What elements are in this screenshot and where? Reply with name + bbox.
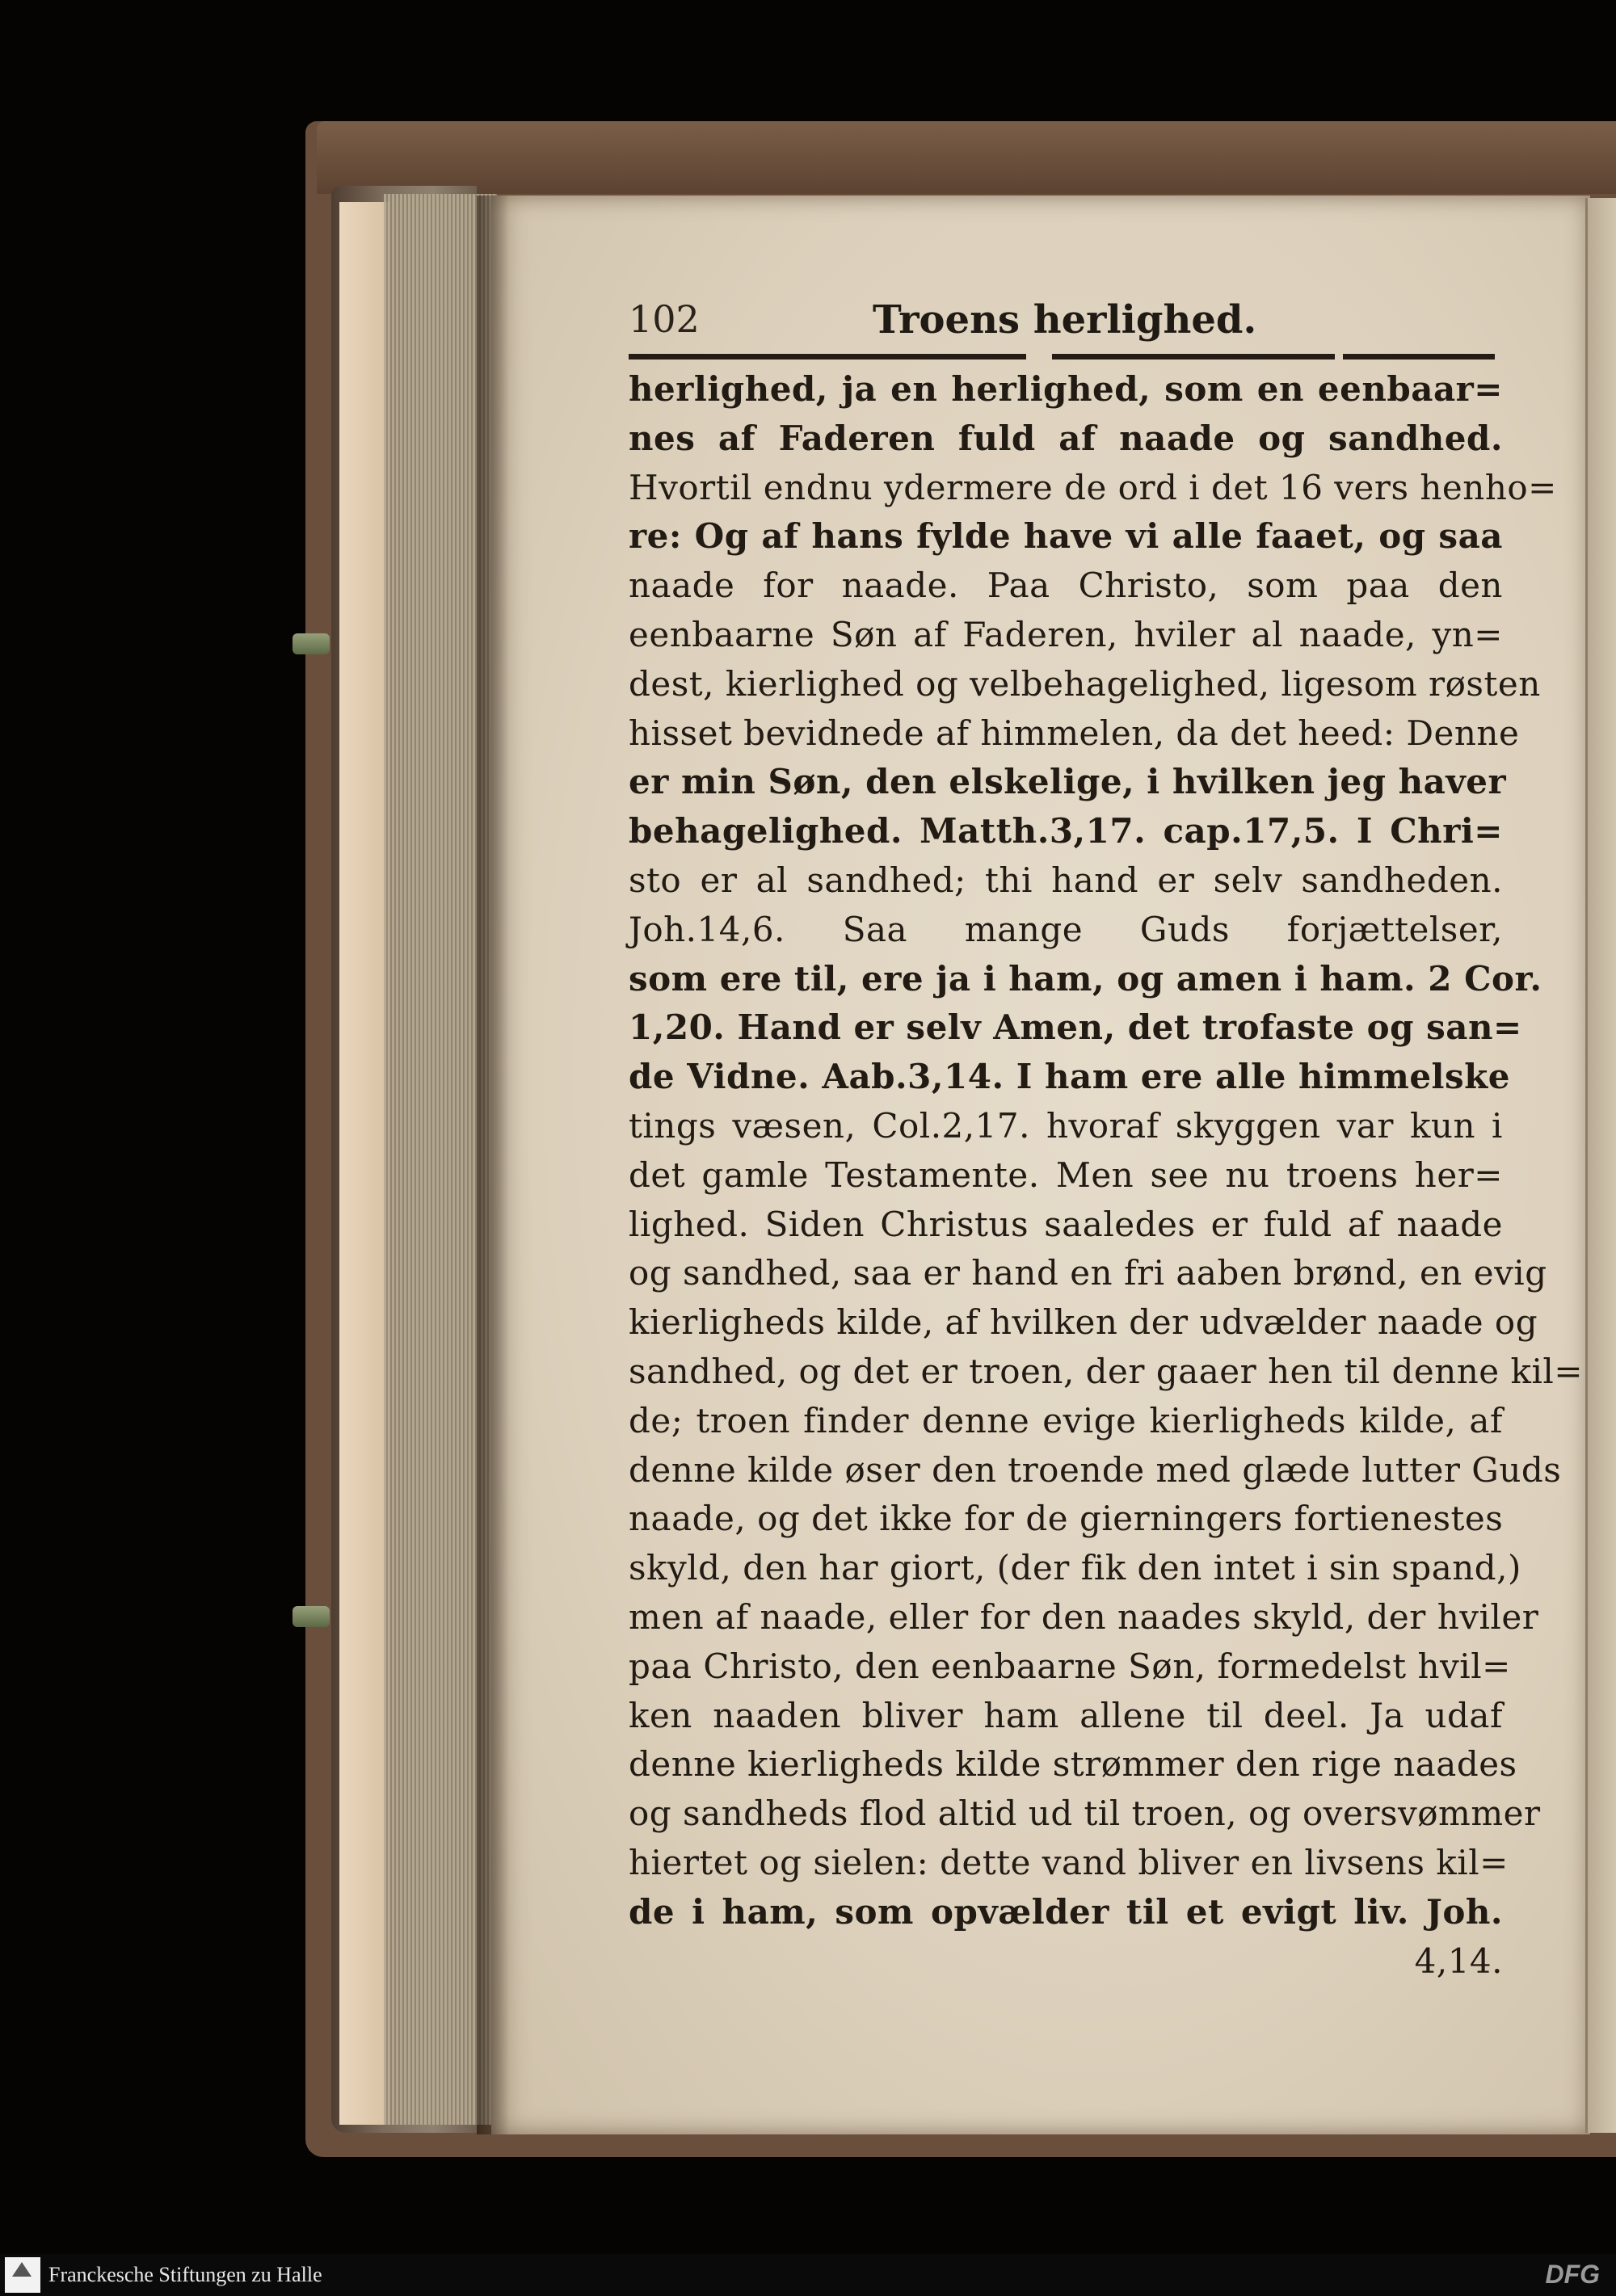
text-line: denne kierligheds kilde strømmer den rige naades	[629, 1744, 1517, 1785]
text-line: naade for naade. Paa Christo, som paa den	[629, 566, 1503, 606]
previous-page-edge	[339, 202, 389, 2125]
header-rule-right	[1343, 354, 1495, 360]
header-rule-middle	[1052, 354, 1335, 360]
header-rule-left	[629, 354, 1026, 360]
running-title: Troens herlighed.	[873, 297, 1257, 343]
text-line: naade, og det ikke for de gierningers fortienestes	[629, 1499, 1504, 1539]
text-line: sto er al sandhed; thi hand er selv sandheden.	[629, 860, 1503, 900]
page-number: 102	[629, 297, 700, 341]
text-line: skyld, den har giort, (der fik den intet i sin spand,)	[629, 1548, 1521, 1588]
book-cover-top-edge	[317, 121, 1616, 194]
text-line: sandhed, og det er troen, der gaaer hen til denne kil=	[629, 1351, 1584, 1391]
text-line: behagelighed. Matth.3,17. cap.17,5. I Chri=	[629, 811, 1503, 852]
text-line: som ere til, ere ja i ham, og amen i ham. 2 Cor.	[629, 958, 1542, 999]
text-line: og sandhed, saa er hand en fri aaben brønd, en evig	[629, 1253, 1547, 1293]
text-line: hisset bevidnede af himmelen, da det heed: Denne	[629, 713, 1520, 753]
clasp-lower	[292, 1606, 330, 1627]
text-line: denne kilde øser den troende med glæde lutter Guds	[629, 1449, 1562, 1490]
text-line: herlighed, ja en herlighed, som en eenbaar=	[629, 369, 1503, 409]
text-line: og sandheds flod altid ud til troen, og oversvømmer	[629, 1793, 1541, 1834]
text-line: Joh.14,6. Saa mange Guds forjættelser,	[629, 909, 1503, 949]
clasp-upper	[292, 633, 330, 654]
text-line: de Vidne. Aab.3,14. I ham ere alle himmelske	[629, 1057, 1510, 1097]
next-page-edge	[1585, 198, 1616, 2133]
text-line: 1,20. Hand er selv Amen, det trofaste og san=	[629, 1007, 1522, 1048]
dfg-logo: DFG	[1545, 2260, 1600, 2289]
page-body-text	[629, 365, 1584, 1986]
text-line: nes af Faderen fuld af naade og sandhed.	[629, 418, 1503, 458]
text-line: men af naade, eller for den naades skyld, der hviler	[629, 1596, 1539, 1637]
text-line: lighed. Siden Christus saaledes er fuld af naade	[629, 1204, 1503, 1244]
text-line: hiertet og sielen: dette vand bliver en livsens kil=	[629, 1842, 1509, 1882]
text-line: ken naaden bliver ham allene til deel. Ja udaf	[629, 1695, 1503, 1735]
text-line: de; troen finder denne evige kierligheds kilde, af	[629, 1400, 1503, 1440]
text-line: kierligheds kilde, af hvilken der udvælder naade og	[629, 1302, 1538, 1343]
text-line: de i ham, som opvælder til et evigt liv. Joh.	[629, 1891, 1503, 1932]
text-line: det gamle Testamente. Men see nu troens her=	[629, 1154, 1503, 1195]
page-header	[629, 297, 1495, 362]
text-line: Hvortil endnu ydermere de ord i det 16 vers henho=	[629, 467, 1557, 507]
text-line: paa Christo, den eenbaarne Søn, formedelst hvil=	[629, 1646, 1511, 1686]
text-line: dest, kierlighed og velbehagelighed, ligesom røsten	[629, 663, 1541, 704]
text-line: 4,14.	[1414, 1941, 1503, 1981]
text-line: eenbaarne Søn af Faderen, hviler al naade, yn=	[629, 614, 1503, 654]
text-line: tings væsen, Col.2,17. hvoraf skyggen var kun i	[629, 1105, 1503, 1146]
gutter-shadow	[477, 196, 509, 2134]
text-line: re: Og af hans fylde have vi alle faaet, og saa	[629, 516, 1503, 557]
institution-name: Franckesche Stiftungen zu Halle	[48, 2263, 322, 2286]
text-line: er min Søn, den elskelige, i hvilken jeg haver	[629, 762, 1507, 802]
